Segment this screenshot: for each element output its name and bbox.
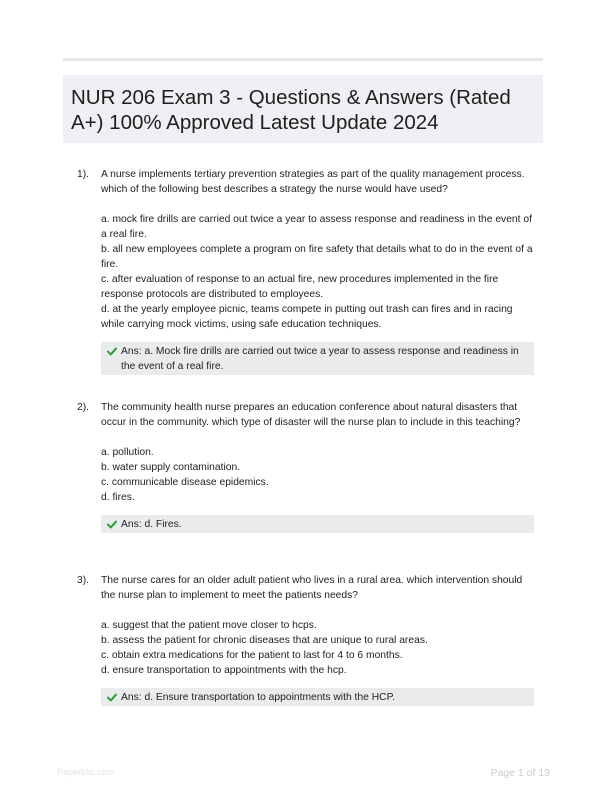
option-c: c. obtain extra medications for the patient to last for 4 to 6 months.: [101, 650, 403, 661]
document-title: NUR 206 Exam 3 - Questions & Answers (Rated A+) 100% Approved Latest Update 2024: [71, 86, 511, 134]
options-list: [101, 212, 537, 332]
option-d: d. ensure transportation to appointments with the hcp.: [101, 665, 347, 676]
option-d: d. fires.: [101, 492, 135, 503]
footer-watermark: Paperblic.com: [57, 767, 115, 777]
option-a: a. pollution.: [101, 447, 154, 458]
answer-text: Ans: d. Fires.: [121, 519, 182, 530]
answer-text: Ans: a. Mock fire drills are carried out twice a year to assess response and readiness in the event of a real fire.: [121, 346, 519, 372]
question-block: [77, 167, 537, 375]
question-stem: The community health nurse prepares an education conference about natural disasters that occur in the community. which type of disaster will the nurse plan to include in this teaching?: [101, 402, 521, 428]
answer-box: [101, 688, 534, 706]
title-banner: [63, 75, 543, 143]
question-number: 3).: [77, 575, 90, 586]
checkmark-icon: [107, 344, 117, 359]
question-block: [77, 573, 537, 706]
option-b: b. all new employees complete a program on fire safety that details what to do in the event of a fire.: [101, 244, 533, 270]
question-number: 1).: [77, 169, 90, 180]
question-number: 2).: [77, 402, 90, 413]
options-list: [101, 445, 537, 505]
option-c: c. after evaluation of response to an actual fire, new procedures implemented in the fire response protocols are distributed to employees.: [101, 274, 499, 300]
option-a: a. suggest that the patient move closer to hcps.: [101, 620, 317, 631]
question-block: [77, 400, 537, 533]
option-a: a. mock fire drills are carried out twice a year to assess response and readiness in the event of a real fire.: [101, 214, 532, 240]
question-body: [101, 573, 537, 706]
answer-box: [101, 515, 534, 533]
question-body: [101, 167, 537, 375]
question-stem: The nurse cares for an older adult patient who lives in a rural area. which intervention should the nurse plan to implement to meet the patients needs?: [101, 575, 523, 601]
option-b: b. assess the patient for chronic diseases that are unique to rural areas.: [101, 635, 428, 646]
option-b: b. water supply contamination.: [101, 462, 241, 473]
option-d: d. at the yearly employee picnic, teams compete in putting out trash can fires and in racing while carrying mock victims, using safe education techniques.: [101, 304, 513, 330]
checkmark-icon: [107, 517, 117, 532]
checkmark-icon: [107, 690, 117, 705]
answer-text: Ans: d. Ensure transportation to appointments with the HCP.: [121, 692, 395, 703]
answer-box: [101, 342, 534, 375]
question-body: [101, 400, 537, 533]
option-c: c. communicable disease epidemics.: [101, 477, 269, 488]
top-divider: [63, 58, 543, 61]
question-stem: A nurse implements tertiary prevention strategies as part of the quality management process. which of the following best describes a strategy the nurse would have used?: [101, 169, 525, 195]
options-list: [101, 618, 537, 678]
page-indicator: Page 1 of 13: [490, 767, 550, 779]
